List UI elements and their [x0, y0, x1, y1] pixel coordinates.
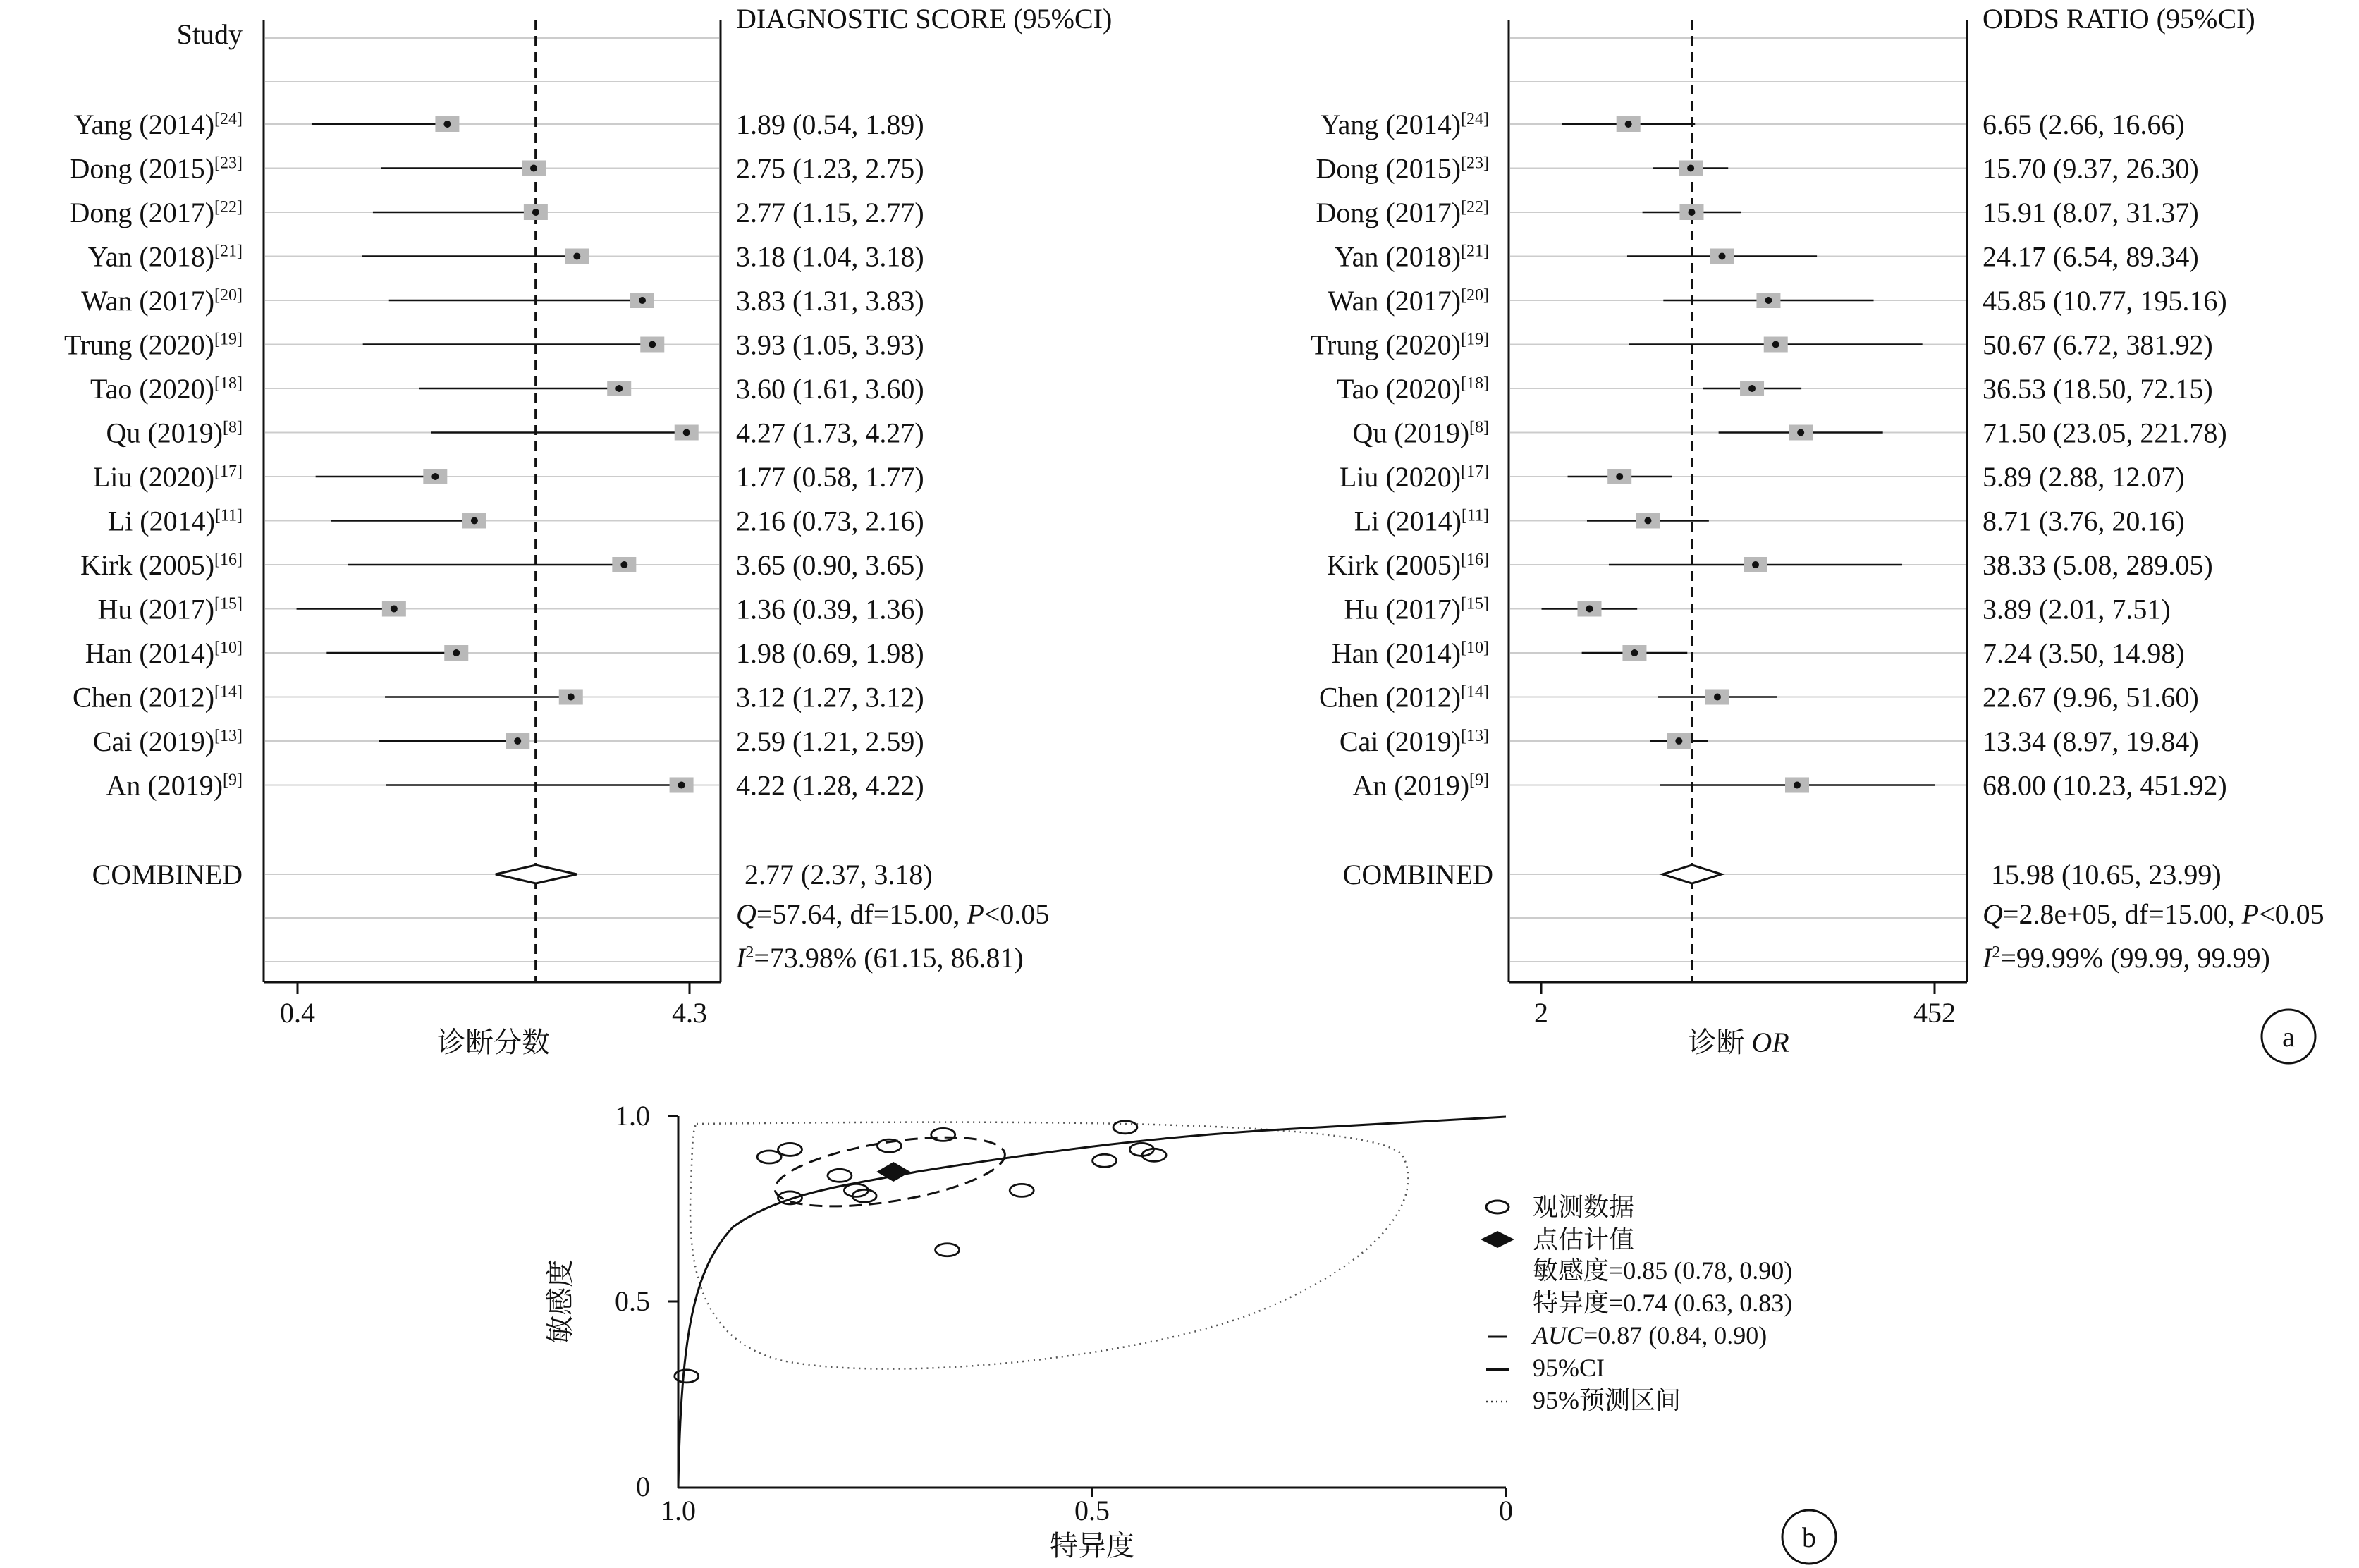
study-estimate-value: 50.67 (6.72, 381.92) — [1983, 329, 2213, 361]
estimate-point — [1687, 165, 1694, 172]
study-label: Chen (2012)[14] — [1318, 681, 1489, 713]
x-tick-label-max: 4.3 — [672, 997, 707, 1029]
estimate-point — [620, 561, 627, 568]
study-estimate-value: 1.36 (0.39, 1.36) — [736, 593, 924, 625]
x-tick-label-max: 452 — [1913, 997, 1956, 1029]
prediction-region — [690, 1122, 1408, 1369]
study-estimate-value: 22.67 (9.96, 51.60) — [1983, 681, 2199, 713]
estimate-point — [1719, 253, 1726, 260]
estimate-point — [471, 517, 478, 525]
estimate-point — [1752, 561, 1759, 568]
study-estimate-value: 15.70 (9.37, 26.30) — [1983, 152, 2199, 185]
study-label: Han (2014)[10] — [1331, 637, 1489, 669]
estimate-point — [530, 165, 537, 172]
legend-summary-marker — [1481, 1231, 1514, 1248]
study-estimate-value: 13.34 (8.97, 19.84) — [1983, 725, 2199, 757]
study-estimate-value: 2.77 (1.15, 2.77) — [736, 197, 924, 228]
observed-point — [828, 1169, 852, 1182]
legend-observed-label: 观测数据 — [1533, 1193, 1635, 1221]
panel-label-a: a — [2282, 1021, 2295, 1053]
study-estimate-value: 6.65 (2.66, 16.66) — [1983, 109, 2185, 140]
estimate-point — [639, 297, 646, 304]
estimate-column-header: ODDS RATIO (95%CI) — [1983, 3, 2255, 35]
x-tick-label-left: 1.0 — [661, 1495, 696, 1526]
sroc-plot — [544, 1100, 1836, 1564]
estimate-point — [1714, 694, 1721, 701]
study-label: Li (2014)[11] — [1354, 505, 1489, 537]
estimate-point — [532, 209, 539, 216]
study-label: Hu (2017)[15] — [97, 593, 243, 625]
study-label: Yan (2018)[21] — [1334, 240, 1489, 273]
estimate-point — [615, 385, 623, 392]
study-estimate-value: 68.00 (10.23, 451.92) — [1983, 769, 2227, 802]
estimate-point — [1772, 341, 1779, 348]
study-label: Han (2014)[10] — [85, 637, 243, 669]
study-estimate-value: 3.83 (1.31, 3.83) — [736, 285, 924, 317]
study-estimate-value: 5.89 (2.88, 12.07) — [1983, 461, 2185, 493]
study-label: Yang (2014)[24] — [1320, 109, 1489, 140]
study-estimate-value: 3.12 (1.27, 3.12) — [736, 681, 924, 713]
observed-point — [778, 1143, 802, 1156]
study-label: An (2019)[9] — [106, 769, 243, 802]
estimate-point — [443, 121, 451, 128]
study-label: Liu (2020)[17] — [1339, 461, 1489, 493]
study-column-header: Study — [176, 18, 243, 50]
study-estimate-value: 71.50 (23.05, 221.78) — [1983, 417, 2227, 449]
study-estimate-value: 3.93 (1.05, 3.93) — [736, 329, 924, 361]
estimate-column-header: DIAGNOSTIC SCORE (95%CI) — [736, 3, 1113, 35]
study-estimate-value: 1.98 (0.69, 1.98) — [736, 637, 924, 669]
forest-plot-odds-ratio — [1311, 3, 2324, 1058]
legend-summary-label: 点估计值 — [1533, 1225, 1635, 1254]
study-estimate-value: 2.75 (1.23, 2.75) — [736, 152, 924, 185]
x-axis-label: 诊断分数 — [437, 1027, 550, 1058]
study-label: Qu (2019)[8] — [1352, 417, 1489, 449]
study-estimate-value: 1.89 (0.54, 1.89) — [736, 109, 924, 140]
legend-observed-marker — [1486, 1201, 1509, 1213]
estimate-point — [1631, 649, 1638, 656]
combined-estimate-value: 2.77 (2.37, 3.18) — [745, 859, 933, 890]
estimate-point — [649, 341, 656, 348]
q-statistic: Q=2.8e+05, df=15.00, P<0.05 — [1983, 898, 2324, 930]
i2-statistic: $I^2=73.98\%$ (61.15, 86.81) — [736, 942, 1024, 974]
study-label: Cai (2019)[13] — [1339, 725, 1489, 757]
legend-auc: AUC=0.87 (0.84, 0.90) — [1533, 1321, 1767, 1349]
q-statistic: Q=57.64, df=15.00, P<0.05 — [736, 898, 1050, 930]
observed-point — [757, 1151, 781, 1163]
study-label: Yang (2014)[24] — [73, 109, 243, 140]
study-label: Cai (2019)[13] — [92, 725, 243, 757]
estimate-point — [1644, 517, 1651, 525]
estimate-point — [391, 606, 398, 613]
panel-label-b: b — [1802, 1521, 1816, 1553]
estimate-point — [1586, 606, 1593, 613]
observed-point — [1010, 1184, 1034, 1196]
study-label: Qu (2019)[8] — [106, 417, 243, 449]
x-axis-label: 诊断 OR — [1688, 1027, 1789, 1058]
estimate-point — [678, 782, 685, 789]
estimate-point — [683, 429, 690, 436]
study-estimate-value: 15.91 (8.07, 31.37) — [1983, 197, 2199, 228]
study-label: Dong (2017)[22] — [1316, 197, 1489, 228]
study-estimate-value: 3.60 (1.61, 3.60) — [736, 373, 924, 405]
study-estimate-value: 36.53 (18.50, 72.15) — [1983, 373, 2213, 405]
study-estimate-value: 4.27 (1.73, 4.27) — [736, 417, 924, 449]
row-guides — [265, 38, 719, 962]
estimate-point — [1616, 473, 1623, 480]
estimate-point — [1765, 297, 1772, 304]
study-label: Tao (2020)[18] — [90, 373, 243, 405]
observed-point — [1093, 1154, 1117, 1167]
study-estimate-value: 3.65 (0.90, 3.65) — [736, 549, 924, 581]
study-estimate-value: 1.77 (0.58, 1.77) — [736, 461, 924, 493]
study-estimate-value: 4.22 (1.28, 4.22) — [736, 769, 924, 802]
study-label: Chen (2012)[14] — [72, 681, 243, 713]
estimate-point — [1794, 782, 1801, 789]
study-label: Dong (2015)[23] — [1316, 152, 1489, 185]
study-estimate-value: 45.85 (10.77, 195.16) — [1983, 285, 2227, 317]
estimate-point — [1748, 385, 1756, 392]
legend-ci-label: 95%CI — [1533, 1354, 1605, 1382]
estimate-point — [573, 253, 580, 260]
combined-label: COMBINED — [92, 859, 243, 890]
study-label: Wan (2017)[20] — [1328, 285, 1489, 317]
forest-plot-diagnostic-score — [64, 3, 2315, 1063]
legend-prediction-label: 95%预测区间 — [1533, 1386, 1681, 1414]
study-estimate-value: 3.89 (2.01, 7.51) — [1983, 593, 2171, 625]
study-label: Kirk (2005)[16] — [1327, 549, 1489, 581]
x-axis-label: 特异度 — [1050, 1530, 1134, 1562]
study-estimate-value: 2.16 (0.73, 2.16) — [736, 505, 924, 537]
study-estimate-value: 24.17 (6.54, 89.34) — [1983, 240, 2199, 273]
estimate-point — [568, 694, 575, 701]
y-tick-label-mid: 0.5 — [615, 1285, 650, 1317]
estimate-point — [1797, 429, 1804, 436]
legend-specificity: 特异度=0.74 (0.63, 0.83) — [1533, 1289, 1793, 1317]
combined-label: COMBINED — [1342, 859, 1493, 890]
estimate-point — [1675, 737, 1682, 745]
i2-statistic: $I^2=99.99\%$ (99.99, 99.99) — [1983, 942, 2270, 974]
combined-diamond — [496, 865, 577, 883]
estimate-point — [514, 737, 521, 745]
study-label: Trung (2020)[19] — [1311, 329, 1489, 361]
study-label: An (2019)[9] — [1352, 769, 1489, 802]
sroc-curve — [678, 1117, 1506, 1488]
sroc-legend — [1481, 1193, 1792, 1414]
combined-diamond — [1662, 865, 1722, 883]
study-estimate-value: 2.59 (1.21, 2.59) — [736, 725, 924, 757]
study-label: Tao (2020)[18] — [1336, 373, 1489, 405]
estimate-point — [1625, 121, 1632, 128]
estimate-point — [1688, 209, 1695, 216]
study-label: Kirk (2005)[16] — [80, 549, 243, 581]
y-tick-label-bottom: 0 — [636, 1471, 650, 1502]
x-tick-label-right: 0 — [1499, 1495, 1513, 1526]
study-label: Liu (2020)[17] — [92, 461, 243, 493]
observed-point — [1113, 1121, 1137, 1134]
observed-point — [931, 1128, 955, 1141]
x-tick-label-min: 2 — [1534, 997, 1548, 1029]
study-label: Hu (2017)[15] — [1344, 593, 1489, 625]
study-label: Dong (2017)[22] — [69, 197, 243, 228]
study-label: Yan (2018)[21] — [87, 240, 243, 273]
study-estimate-value: 38.33 (5.08, 289.05) — [1983, 549, 2213, 581]
estimate-point — [431, 473, 439, 480]
x-tick-label-mid: 0.5 — [1074, 1495, 1110, 1526]
y-axis-label: 敏感度 — [544, 1259, 576, 1344]
legend-sensitivity: 敏感度=0.85 (0.78, 0.90) — [1533, 1256, 1793, 1285]
combined-estimate-value: 15.98 (10.65, 23.99) — [1991, 859, 2222, 890]
study-label: Li (2014)[11] — [107, 505, 243, 537]
estimate-point — [453, 649, 460, 656]
x-tick-label-min: 0.4 — [280, 997, 315, 1029]
observed-point — [936, 1244, 960, 1256]
study-estimate-value: 8.71 (3.76, 20.16) — [1983, 505, 2185, 537]
study-label: Trung (2020)[19] — [64, 329, 243, 361]
study-label: Wan (2017)[20] — [81, 285, 243, 317]
y-tick-label-top: 1.0 — [615, 1100, 650, 1132]
study-estimate-value: 7.24 (3.50, 14.98) — [1983, 637, 2185, 669]
study-estimate-value: 3.18 (1.04, 3.18) — [736, 240, 924, 273]
row-guides — [1510, 38, 1966, 962]
study-label: Dong (2015)[23] — [69, 152, 243, 185]
